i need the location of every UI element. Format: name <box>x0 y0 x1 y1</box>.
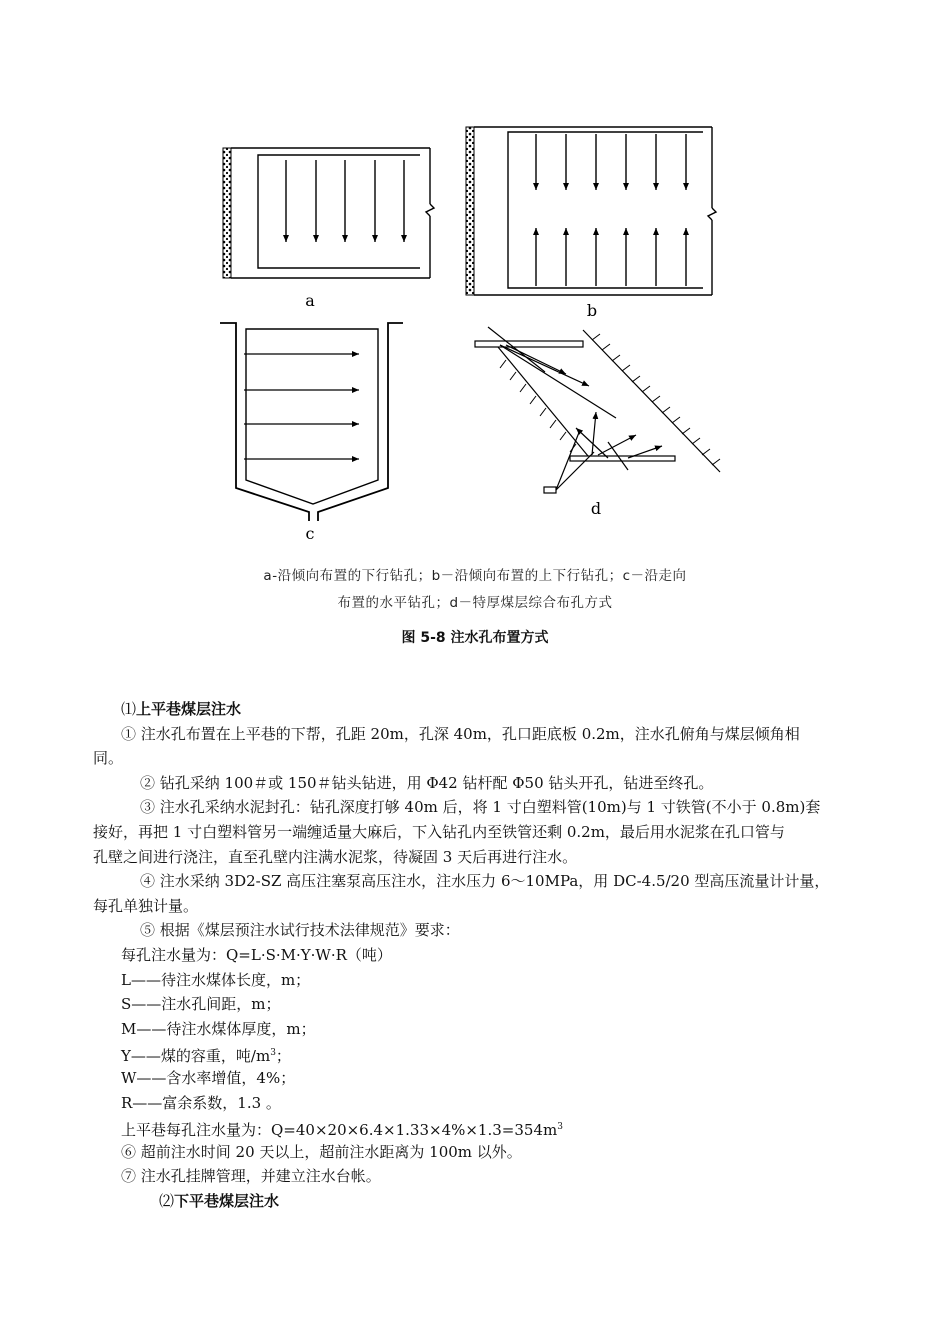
def-Y-tail: ； <box>275 1047 291 1066</box>
para-2: ② 钻孔采纳 100＃或 150＃钻头钻进，用 Φ42 钻杆配 Φ50 钻头开孔，钻进至终孔。 <box>140 773 714 792</box>
figure-5-8 <box>0 0 950 560</box>
section-heading-1 <box>93 697 868 722</box>
def-Y-text: Y——煤的容重，吨/m <box>121 1047 271 1066</box>
para-3-line-2: 接好，再把 1 寸白塑料管另一端缠适量大麻后，下入钻孔内至铁管还剩 0.2m，最后用水泥浆在孔口管与 <box>93 822 785 841</box>
formula: 每孔注水量为：Q=L·S·M·Y·W·R（吨） <box>121 945 392 964</box>
diagram-c-label: c <box>305 524 315 543</box>
def-R: R——富余系数，1.3 。 <box>121 1093 281 1112</box>
para-7: ⑦ 注水孔挂牌管理，并建立注水台帐。 <box>121 1167 381 1186</box>
section-heading-2 <box>93 1189 868 1214</box>
heading-2-text: 下平巷煤层注水 <box>174 1191 280 1210</box>
calc-text: 上平巷每孔注水量为：Q=40×20×6.4×1.33×4%×1.3=354m <box>121 1121 558 1140</box>
def-L: L——待注水煤体长度，m； <box>121 970 311 989</box>
para-4-line-1: ④ 注水采纳 3D2-SZ 高压注塞泵高压注水，注水压力 6～10MPa，用 DC-4.5/20 型高压流量计计量， <box>140 872 830 891</box>
para-1-line-1: ① 注水孔布置在上平巷的下帮，孔距 20m，孔深 40m，孔口距底板 0.2m，注水孔俯角与煤层倾角相 <box>121 724 800 743</box>
diagram-b-label: b <box>586 301 598 320</box>
heading-2-number: ⑵ <box>159 1191 175 1210</box>
para-3-line-3: 孔壁之间进行浇注，直至孔壁内注满水泥浆，待凝固 3 天后再进行注水。 <box>93 847 578 866</box>
diagram-b <box>466 127 716 295</box>
diagram-d <box>475 327 720 493</box>
para-5: ⑤ 根据《煤层预注水试行技术法律规范》要求： <box>140 921 460 940</box>
figure-caption-line-2: 布置的水平钻孔；d－特厚煤层综合布孔方式 <box>337 595 613 611</box>
figure-title: 图 5-8 注水孔布置方式 <box>401 630 549 646</box>
diagram-a <box>223 148 434 278</box>
heading-1-text: 上平巷煤层注水 <box>136 700 242 718</box>
calc-sup: 3 <box>557 1122 563 1133</box>
def-Y-sup: 3 <box>270 1048 276 1059</box>
calc <box>93 1115 868 1140</box>
figure-caption-line-1: a-沿倾向布置的下行钻孔；b－沿倾向布置的上下行钻孔；c－沿走向 <box>263 568 687 584</box>
def-S: S——注水孔间距，m； <box>121 995 281 1014</box>
diagram-a-label: a <box>305 291 315 310</box>
def-Y <box>93 1041 868 1066</box>
para-6: ⑥ 超前注水时间 20 天以上，超前注水距离为 100m 以外。 <box>121 1142 522 1161</box>
def-W: W——含水率增值，4%； <box>121 1068 296 1087</box>
para-1-line-2: 同。 <box>93 749 124 768</box>
heading-1-number: ⑴ <box>121 700 137 718</box>
diagram-d-label: d <box>590 499 602 518</box>
def-M: M——待注水煤体厚度，m； <box>121 1019 316 1038</box>
diagram-c <box>220 323 403 521</box>
body-text <box>93 697 868 1213</box>
para-4-line-2: 每孔单独计量。 <box>93 896 199 915</box>
para-3-line-1: ③ 注水孔采纳水泥封孔：钻孔深度打够 40m 后，将 1 寸白塑料管(10m)与 1 寸铁管(不小于 0.8m)套 <box>140 798 821 817</box>
